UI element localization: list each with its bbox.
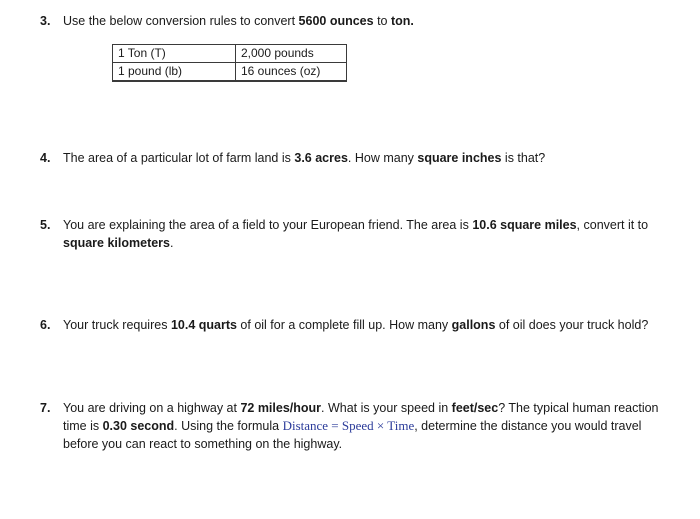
table-row <box>113 45 347 63</box>
question-text: Your truck requires <box>63 318 171 332</box>
bold-text: 0.30 second <box>102 419 175 433</box>
question-text: You are driving on a highway at <box>63 401 241 415</box>
question-5 <box>40 216 680 252</box>
bold-text: square kilometers <box>63 236 170 250</box>
bold-text: ton. <box>390 14 414 28</box>
question-text: before you can react to something on the highway. <box>63 437 343 451</box>
bold-text: square inches <box>417 151 502 165</box>
bold-text: 72 miles/hour <box>240 401 322 415</box>
question-text: is that? <box>501 151 546 165</box>
bold-text: feet/sec <box>451 401 499 415</box>
question-7 <box>40 399 680 453</box>
conversion-table <box>112 44 347 82</box>
question-text: to <box>373 14 391 28</box>
question-text: time is <box>63 419 103 433</box>
question-text: ? The typical human reaction <box>498 401 659 415</box>
question-text: . Using the formula <box>174 419 283 433</box>
question-number: 5. <box>40 218 51 232</box>
bold-text: gallons <box>451 318 496 332</box>
bold-text: 10.4 quarts <box>170 318 237 332</box>
table-cell: 16 ounces (oz) <box>236 63 347 82</box>
question-text: of oil does your truck hold? <box>495 318 649 332</box>
question-text: You are explaining the area of a field to your European friend. The area is <box>63 218 473 232</box>
table-cell: 1 pound (lb) <box>113 63 236 82</box>
question-text: of oil for a complete fill up. How many <box>236 318 452 332</box>
question-text: . <box>170 236 174 250</box>
question-number: 4. <box>40 151 51 165</box>
table-row <box>113 63 347 82</box>
question-3 <box>40 12 680 30</box>
question-text: , determine the distance you would travel <box>414 419 642 433</box>
question-6 <box>40 316 680 334</box>
table-cell: 2,000 pounds <box>236 45 347 63</box>
question-number: 3. <box>40 14 51 28</box>
question-number: 6. <box>40 318 51 332</box>
question-number: 7. <box>40 401 51 415</box>
bold-text: 5600 ounces <box>298 14 374 28</box>
formula: Distance = Speed × Time <box>282 418 415 433</box>
bold-text: 3.6 acres <box>294 151 348 165</box>
question-text: , convert it to <box>576 218 649 232</box>
question-text: . What is your speed in <box>321 401 452 415</box>
question-4 <box>40 149 680 167</box>
question-text: . How many <box>347 151 418 165</box>
question-text: Use the below conversion rules to convert <box>63 14 299 28</box>
bold-text: 10.6 square miles <box>472 218 577 232</box>
table-cell: 1 Ton (T) <box>113 45 236 63</box>
question-text: The area of a particular lot of farm land is <box>63 151 295 165</box>
